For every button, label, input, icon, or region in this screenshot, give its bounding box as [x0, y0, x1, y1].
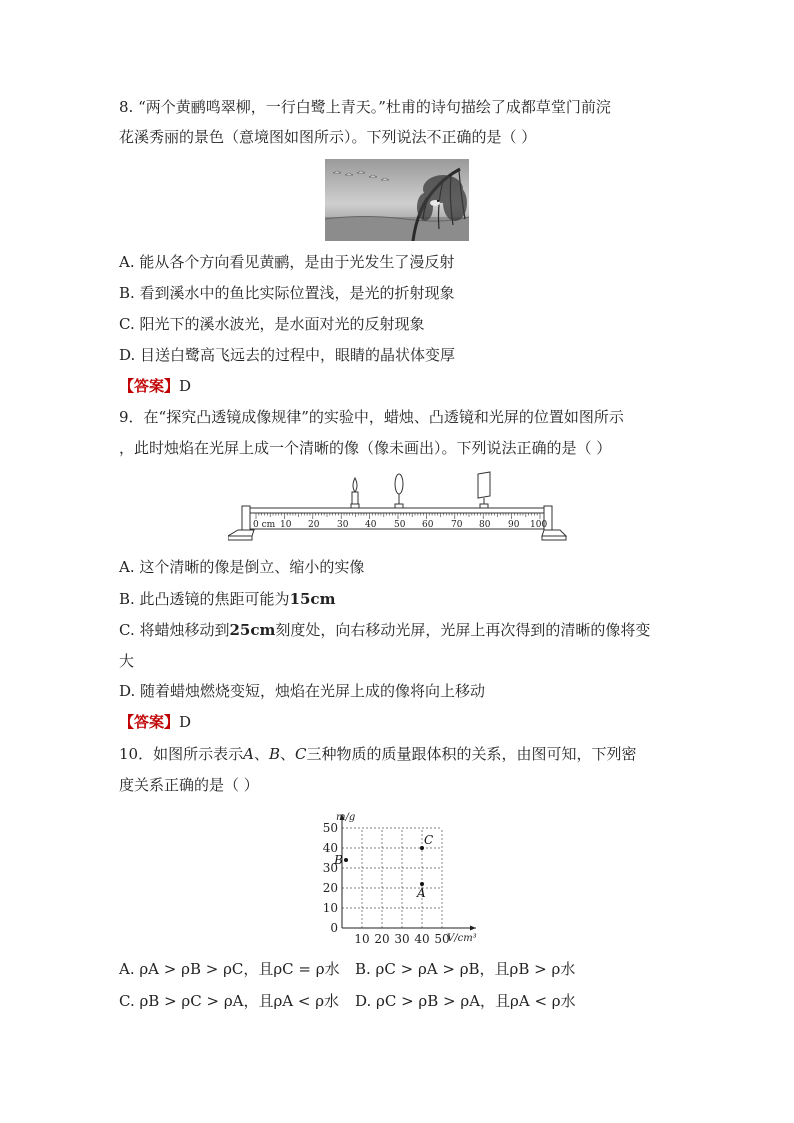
q10-var-a: A [243, 745, 254, 763]
chart-points [333, 833, 433, 900]
q8-option-a: A. 能从各个方向看见黄鹂，是由于光发生了漫反射 [119, 253, 455, 271]
bench-label-70: 70 [451, 520, 463, 530]
x-tick-label: 40 [414, 932, 430, 946]
q10-option-a: A. ρA > ρB > ρC，且ρC = ρ水 [119, 960, 340, 978]
q10-stem-line2: 度关系正确的是（ ） [119, 776, 259, 794]
bench-label-90: 90 [508, 520, 520, 530]
light-screen [478, 472, 490, 506]
x-tick-label: 10 [354, 932, 370, 946]
q8-option-c: C. 阳光下的溪水波光，是水面对光的反射现象 [119, 315, 425, 333]
x-tick-label: 50 [434, 932, 450, 946]
x-tick-label: 20 [374, 932, 390, 946]
q8-option-d: D. 目送白鹭高飞远去的过程中，眼睛的晶状体变厚 [119, 346, 456, 364]
q8-answer [119, 375, 191, 397]
convex-lens [395, 474, 403, 506]
q9-answer-label: 【答案】 [119, 713, 180, 731]
q9-option-c-rest: 刻度处，向右移动光屏，光屏上再次得到的清晰的像将变 [275, 621, 651, 639]
point-label-a: A [417, 886, 426, 900]
optical-bench-diagram [228, 470, 568, 548]
q10-option-d: D. ρC > ρB > ρA，且ρA < ρ水 [355, 992, 576, 1010]
bench-label-50: 50 [394, 520, 406, 530]
q8-option-b: B. 看到溪水中的鱼比实际位置浅，是光的折射现象 [119, 284, 455, 302]
x-tick-label: 30 [394, 932, 410, 946]
y-tick-label: 40 [322, 841, 338, 855]
q10-var-c: C [295, 745, 307, 763]
q10-sep1: 、 [253, 745, 269, 763]
q10-option-c: C. ρB > ρC > ρA，且ρA < ρ水 [119, 992, 340, 1010]
mass-volume-chart [300, 810, 490, 948]
q8-answer-value: D [179, 377, 192, 395]
q9-option-c [119, 619, 650, 641]
point-label-c: C [424, 833, 434, 847]
bench-label-60: 60 [422, 520, 434, 530]
q9-answer-value: D [179, 713, 192, 731]
y-tick-label: 50 [322, 821, 338, 835]
bench-label-80: 80 [479, 520, 491, 530]
q10-sep2: 、 [279, 745, 295, 763]
q9-option-c-value: 25cm [229, 621, 276, 639]
q9-answer [119, 711, 191, 733]
candle [352, 478, 358, 506]
x-axis-label: V/cm³ [447, 933, 477, 944]
q9-stem-line2: ，此时烛焰在光屏上成一个清晰的像（像未画出）。下列说法正确的是（ ） [119, 439, 612, 457]
q10-var-b: B [268, 745, 280, 763]
q9-stem-line1: 9．在“探究凸透镜成像规律”的实验中，蜡烛、凸透镜和光屏的位置如图所示 [119, 408, 624, 426]
q9-option-b-text: B. 此凸透镜的焦距可能为 [119, 590, 290, 608]
q10-option-b: B. ρC > ρA > ρB，且ρB > ρ水 [355, 960, 576, 978]
chart-axes [340, 814, 477, 931]
y-tick-label: 30 [322, 861, 338, 875]
egrets-willow-illustration [325, 159, 469, 241]
q9-option-b-value: 15cm [289, 590, 336, 608]
y-tick-label: 20 [322, 881, 338, 895]
q10-stem-rest: 三种物质的质量跟体积的关系，由图可知，下列密 [306, 745, 637, 763]
q8-stem-line1: 8. “两个黄鹂鸣翠柳，一行白鹭上青天。”杜甫的诗句描绘了成都草堂门前浣 [119, 98, 611, 116]
x-axis-arrow [470, 926, 476, 931]
q9-option-d: D. 随着蜡烛燃烧变短，烛焰在光屏上成的像将向上移动 [119, 682, 486, 700]
q9-option-a: A. 这个清晰的像是倒立、缩小的实像 [119, 558, 365, 576]
y-tick-label: 0 [330, 921, 338, 935]
bench-label-20: 20 [308, 520, 320, 530]
bench-label-30: 30 [337, 520, 349, 530]
bench-label-10: 10 [280, 520, 292, 530]
q8-stem-line2: 花溪秀丽的景色（意境图如图所示）。下列说法不正确的是（ ） [119, 128, 537, 146]
q10-stem-line1 [119, 743, 637, 765]
point-b [344, 858, 348, 862]
bench-label-0: 0 cm [253, 520, 276, 530]
point-label-b: B [334, 853, 343, 867]
bench-label-40: 40 [365, 520, 377, 530]
y-axis-label: m/g [336, 812, 356, 823]
q8-answer-label: 【答案】 [119, 377, 180, 395]
q9-option-c-text: C. 将蜡烛移动到 [119, 621, 230, 639]
q9-option-c-line2: 大 [119, 652, 135, 670]
q9-option-b [119, 588, 335, 610]
y-tick-label: 10 [322, 901, 338, 915]
bench-label-100: 100 [530, 520, 548, 530]
q10-stem-text: 10．如图所示表示 [119, 745, 244, 763]
